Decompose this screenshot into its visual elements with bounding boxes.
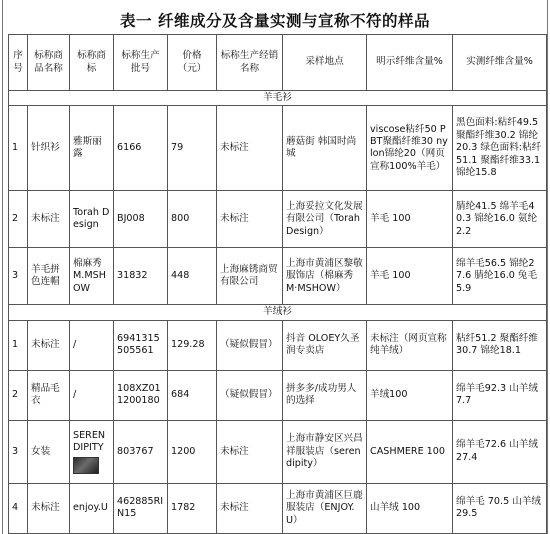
cell-price: 1782 (168, 483, 217, 533)
cell-measured-content: 黑色面料:粘纤49.5 聚酯纤维30.2 锦纶20.3 绿色面料:粘纤51.1 聚酯纤维33.1 锦纶15.8 (453, 106, 547, 191)
section-title-wool: 羊毛衫 (9, 91, 547, 106)
cell-index: 4 (9, 483, 28, 533)
table-row (9, 248, 547, 305)
cell-product-name: 未标注 (28, 320, 70, 370)
header-measured-content: 实测纤维含量% (453, 35, 547, 91)
cell-declared-content: 未标注（网页宣称纯羊绒） (367, 320, 453, 370)
cell-declared-content: 山羊绒 100 (367, 483, 453, 533)
cell-price: 1200 (168, 420, 217, 483)
cell-sampling-location: 上海市黄浦区黎敬服饰店（棉麻秀 M·MSHOW） (283, 248, 367, 305)
cell-brand: 雅斯丽露 (70, 106, 114, 191)
cell-manufacturer: （疑似假冒） (217, 320, 283, 370)
cell-manufacturer: 未标注 (217, 191, 283, 248)
cell-price: 448 (168, 248, 217, 305)
table-row (9, 483, 547, 533)
cell-sampling-location: 上海市黄浦区巨鹿服装店（ENJOY.U） (283, 483, 367, 533)
left-border-line (2, 0, 3, 534)
cell-index: 1 (9, 320, 28, 370)
header-sampling-location: 采样地点 (283, 35, 367, 91)
cell-sampling-location: 蘑菇街 韩国时尚城 (283, 106, 367, 191)
cell-declared-content: viscose粘纤50 PBT聚酯纤维30 nylon锦纶20（网页宣称100%羊毛） (367, 106, 453, 191)
cell-index: 3 (9, 248, 28, 305)
cell-index: 2 (9, 191, 28, 248)
header-index: 序号 (9, 35, 28, 91)
cell-index: 3 (9, 420, 28, 483)
cell-product-name: 未标注 (28, 483, 70, 533)
cell-product-name: 针织衫 (28, 106, 70, 191)
cell-batch-number: BJ008 (114, 191, 168, 248)
cell-manufacturer: （疑似假冒） (217, 370, 283, 420)
cell-price: 684 (168, 370, 217, 420)
cell-sampling-location: 抖音 OLOEY久圣润专卖店 (283, 320, 367, 370)
cell-batch-number: 31832 (114, 248, 168, 305)
cell-product-name: 女装 (28, 420, 70, 483)
header-manufacturer: 标称生产经销名称 (217, 35, 283, 91)
cell-measured-content: 绵羊毛56.5 锦纶27.6 腈纶16.0 兔毛5.9 (453, 248, 547, 305)
section-row-cashmere (9, 305, 547, 320)
header-brand: 标称商标 (70, 35, 114, 91)
cell-index: 2 (9, 370, 28, 420)
cell-batch-number: 6941315505561 (114, 320, 168, 370)
cell-declared-content: CASHMERE 100 (367, 420, 453, 483)
cell-brand: enjoy.U (70, 483, 114, 533)
section-row-wool (9, 91, 547, 106)
table-row (9, 106, 547, 191)
sample-table (8, 34, 547, 534)
cell-price: 79 (168, 106, 217, 191)
cell-measured-content: 腈纶41.5 绵羊毛40.3 锦纶16.0 氨纶2.2 (453, 191, 547, 248)
cell-brand: / (70, 320, 114, 370)
header-row (9, 35, 547, 91)
header-price: 价格（元） (168, 35, 217, 91)
right-border-line (547, 0, 548, 534)
cell-product-name: 未标注 (28, 191, 70, 248)
cell-manufacturer: 未标注 (217, 420, 283, 483)
cell-manufacturer: 未标注 (217, 483, 283, 533)
cell-batch-number: 462885RIN15 (114, 483, 168, 533)
cell-brand (70, 420, 114, 483)
cell-brand: Torah Design (70, 191, 114, 248)
cell-declared-content: 羊绒100 (367, 370, 453, 420)
table-row (9, 420, 547, 483)
cell-measured-content: 绵羊毛 70.5 山羊绒 29.5 (453, 483, 547, 533)
brand-text: SERENDIPITY (73, 429, 106, 454)
cell-product-name: 羊毛拼色连帽 (28, 248, 70, 305)
page-title: 表一 纤维成分及含量实测与宣称不符的样品 (120, 12, 430, 30)
cell-sampling-location: 拼多多/成功男人的选择 (283, 370, 367, 420)
cell-product-name: 精品毛衣 (28, 370, 70, 420)
cell-batch-number: 108XZ011200180 (114, 370, 168, 420)
cell-sampling-location: 上海妥拉文化发展有限公司（Torah Design） (283, 191, 367, 248)
header-product-name: 标称商品名称 (28, 35, 70, 91)
cell-measured-content: 绵羊毛72.6 山羊绒27.4 (453, 420, 547, 483)
table-row (9, 370, 547, 420)
header-batch-number: 标称生产批号 (114, 35, 168, 91)
section-title-cashmere: 羊绒衫 (9, 305, 547, 320)
cell-brand: / (70, 370, 114, 420)
cell-price: 800 (168, 191, 217, 248)
table-row (9, 320, 547, 370)
brand-logo-image (73, 457, 99, 474)
cell-declared-content: 羊毛 100 (367, 191, 453, 248)
cell-measured-content: 粘纤51.2 聚酯纤维30.7 锦纶18.1 (453, 320, 547, 370)
cell-manufacturer: 上海麻锈商贸有限公司 (217, 248, 283, 305)
header-declared-content: 明示纤维含量% (367, 35, 453, 91)
cell-measured-content: 绵羊毛92.3 山羊绒7.7 (453, 370, 547, 420)
table-row (9, 191, 547, 248)
cell-batch-number: 6166 (114, 106, 168, 191)
cell-declared-content: 羊毛 100 (367, 248, 453, 305)
cell-price: 129.28 (168, 320, 217, 370)
cell-index: 1 (9, 106, 28, 191)
cell-brand: 棉麻秀 M.MSHOW (70, 248, 114, 305)
cell-sampling-location: 上海市静安区兴昌祥服装店（serendipity） (283, 420, 367, 483)
cell-batch-number: 803767 (114, 420, 168, 483)
cell-manufacturer: 未标注 (217, 106, 283, 191)
